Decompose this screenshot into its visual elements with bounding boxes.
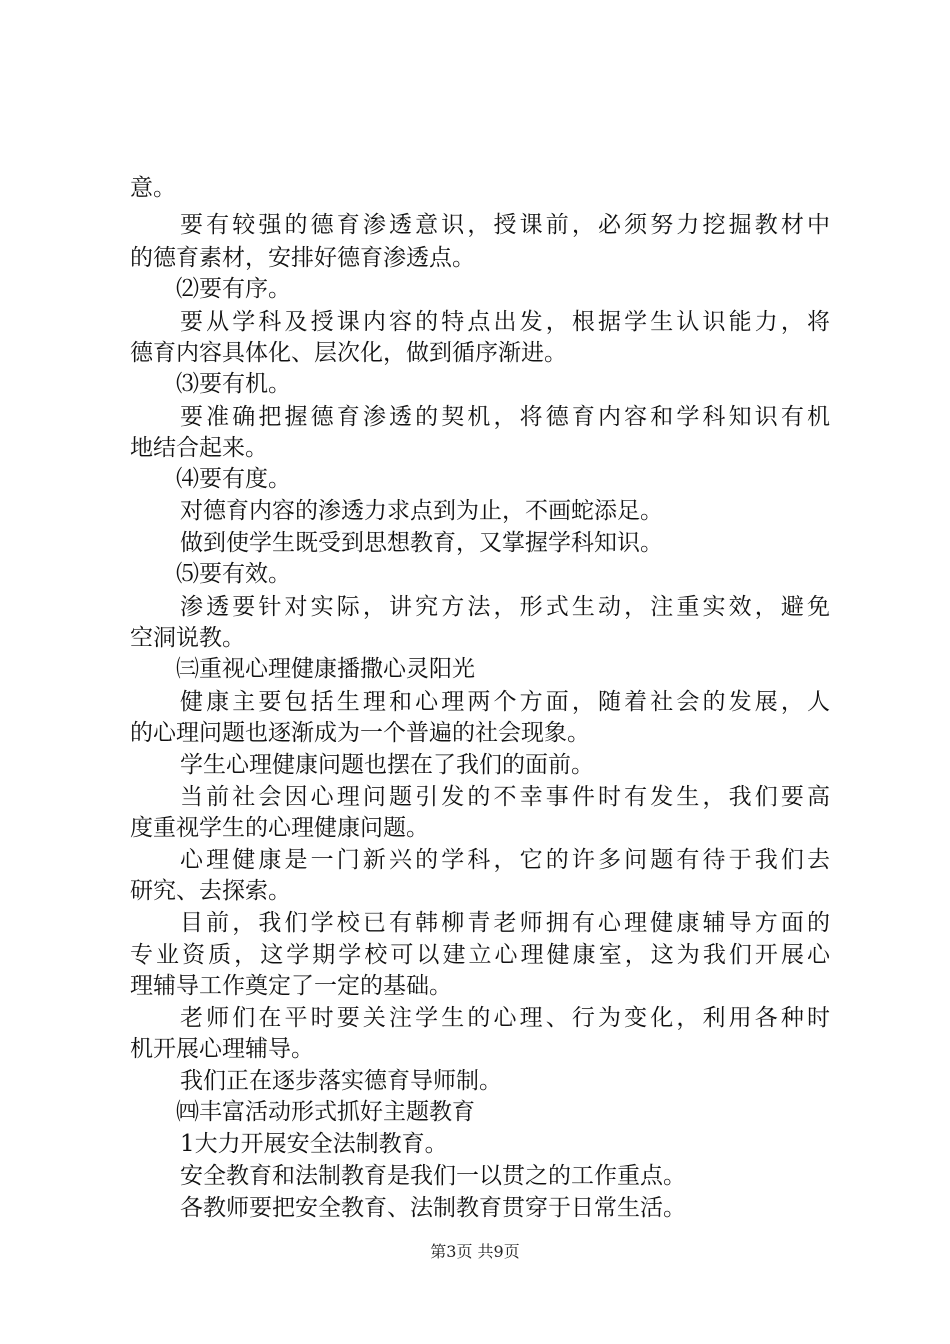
text-line: 意。 xyxy=(130,175,176,201)
text-line: 研究、去探索。 xyxy=(130,878,291,904)
text-line: ⑸要有效。 xyxy=(176,561,291,587)
text-line: 空洞说教。 xyxy=(130,625,245,651)
text-line: 心理健康是一门新兴的学科，它的许多问题有待于我们去 xyxy=(180,847,830,873)
text-line: 1大力开展安全法制教育。 xyxy=(180,1131,448,1157)
text-line: 老师们在平时要关注学生的心理、行为变化，利用各种时 xyxy=(180,1005,830,1031)
text-line: 的心理问题也逐渐成为一个普遍的社会现象。 xyxy=(130,720,590,746)
text-line: 要从学科及授课内容的特点出发，根据学生认识能力，将 xyxy=(180,309,830,335)
text-line: 度重视学生的心理健康问题。 xyxy=(130,815,429,841)
section-heading: ㈢重视心理健康播撒心灵阳光 xyxy=(176,656,475,682)
text-line: 各教师要把安全教育、法制教育贯穿于日常生活。 xyxy=(180,1195,686,1221)
text-line: 对德育内容的渗透力求点到为止，不画蛇添足。 xyxy=(180,498,663,524)
text-line: 渗透要针对实际，讲究方法，形式生动，注重实效，避免 xyxy=(180,594,830,620)
text-line: ⑷要有度。 xyxy=(176,466,291,492)
text-line: 学生心理健康问题也摆在了我们的面前。 xyxy=(180,752,594,778)
text-line: ⑶要有机。 xyxy=(176,371,291,397)
page-number-footer: 第3页 共9页 xyxy=(430,1242,520,1261)
text-line: 当前社会因心理问题引发的不幸事件时有发生，我们要高 xyxy=(180,784,830,810)
text-line: 健康主要包括生理和心理两个方面，随着社会的发展，人 xyxy=(180,689,830,715)
text-line: 目前，我们学校已有韩柳青老师拥有心理健康辅导方面的 xyxy=(180,910,830,936)
text-line: 安全教育和法制教育是我们一以贯之的工作重点。 xyxy=(180,1163,686,1189)
text-line: 专业资质，这学期学校可以建立心理健康室，这为我们开展心 xyxy=(130,942,830,968)
text-line: 做到使学生既受到思想教育，又掌握学科知识。 xyxy=(180,530,663,556)
section-heading: ㈣丰富活动形式抓好主题教育 xyxy=(176,1099,475,1125)
text-line: 要准确把握德育渗透的契机，将德育内容和学科知识有机 xyxy=(180,404,830,430)
text-line: 的德育素材，安排好德育渗透点。 xyxy=(130,245,475,271)
text-line: 要有较强的德育渗透意识，授课前，必须努力挖掘教材中 xyxy=(180,212,830,238)
text-line: 机开展心理辅导。 xyxy=(130,1036,314,1062)
text-line: ⑵要有序。 xyxy=(176,276,291,302)
text-line: 理辅导工作奠定了一定的基础。 xyxy=(130,973,452,999)
text-line: 我们正在逐步落实德育导师制。 xyxy=(180,1068,502,1094)
text-line: 地结合起来。 xyxy=(130,435,268,461)
text-line: 德育内容具体化、层次化，做到循序渐进。 xyxy=(130,340,567,366)
